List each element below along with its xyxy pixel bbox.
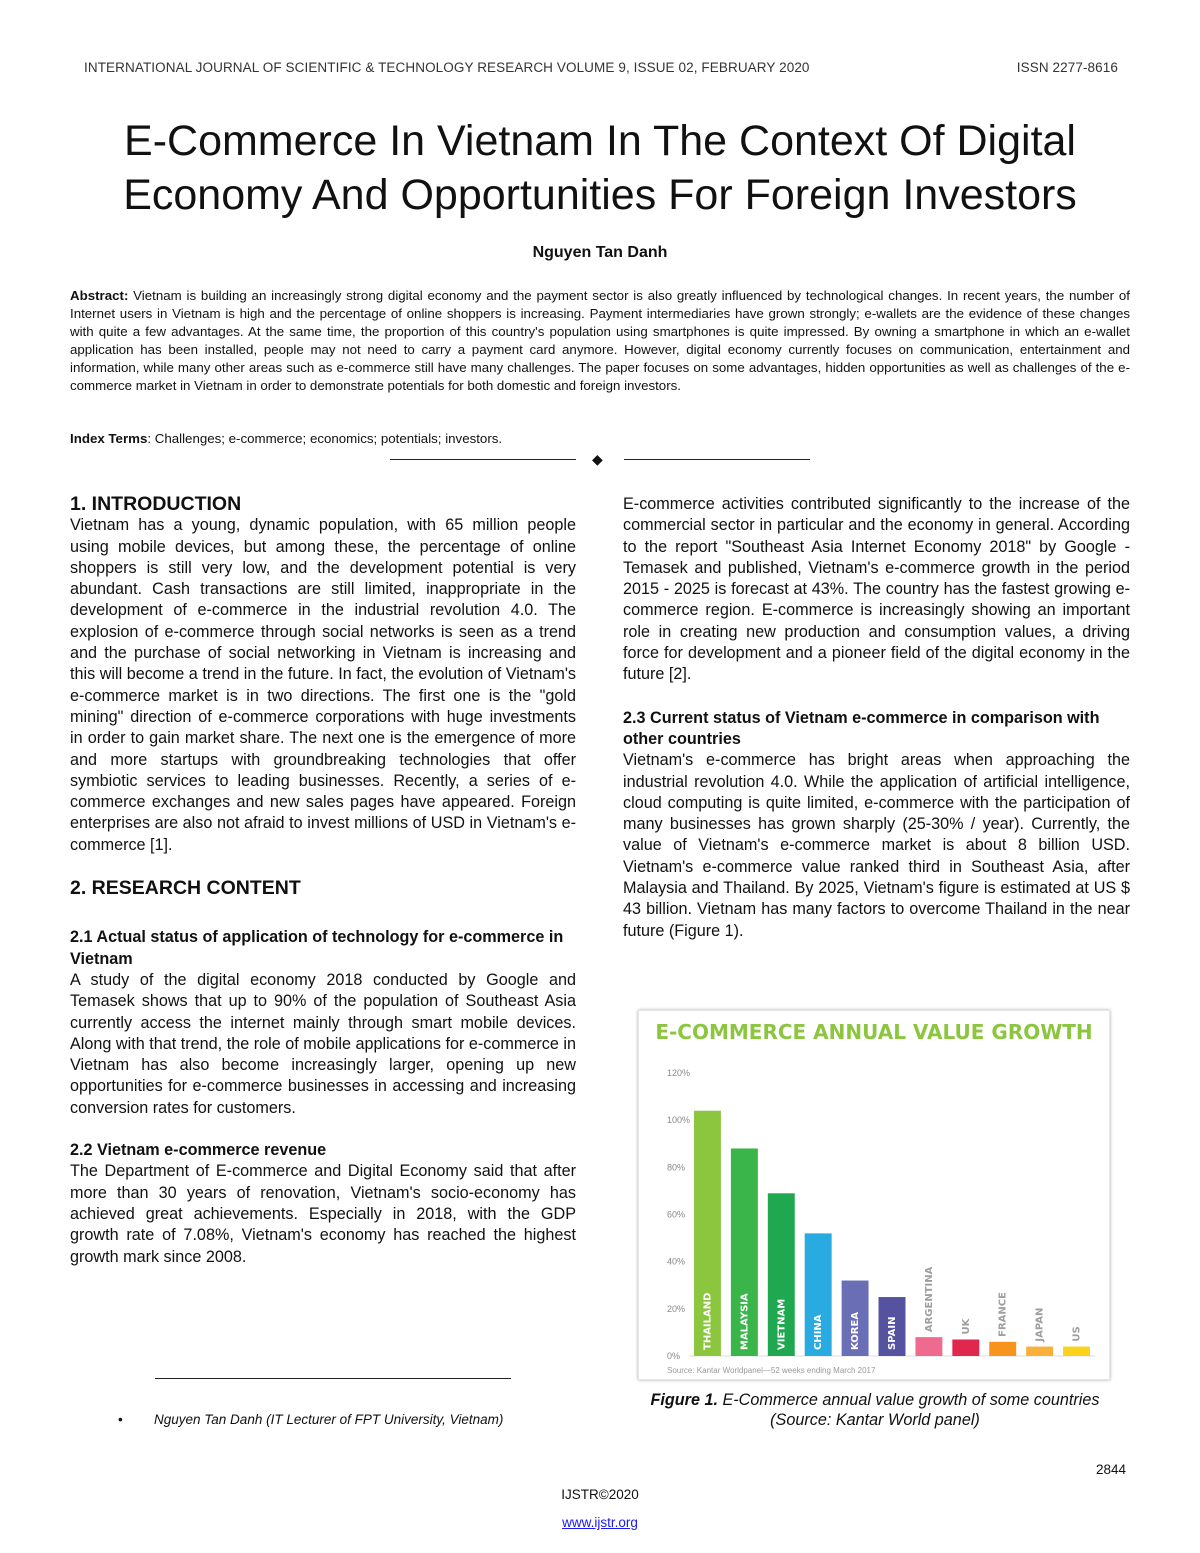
section-2-2-continuation: E-commerce activities contributed significantly to the increase of the commercial sector in particular and the economy in general. According to the report "Southeast Asia Internet Economy 2018" by Google - Temasek and published, Vietnam's e-commerce growth in the period 2015 - 2025 is forecast at 43%. The country has the fastest growing e-commerce region. E-commerce is increasingly showing an important role in creating new production and consumption values, a driving force for development and a pioneer field of the digital economy in the future [2]. xyxy=(623,495,1130,684)
category-label: CHINA xyxy=(813,1314,825,1350)
category-label: MALAYSIA xyxy=(739,1293,751,1350)
category-label: FRANCE xyxy=(997,1292,1009,1337)
index-terms-label: Index Terms xyxy=(70,431,148,446)
section-2-2-paragraph: The Department of E-commerce and Digital Economy said that after more than 30 years of renovation, Vietnam's socio-economy has achieved great achievements. Especially in 2018, with the GDP growth rate of 7.08%, Vietnam's economy has reached the highest growth mark since 2008. xyxy=(70,1162,576,1266)
footnote-text: Nguyen Tan Danh (IT Lecturer of FPT University, Vietnam) xyxy=(154,1412,504,1427)
y-tick-label: 120% xyxy=(667,1068,691,1078)
bar xyxy=(989,1342,1016,1356)
title-line-1: E-Commerce In Vietnam In The Context Of Digital xyxy=(124,117,1076,165)
running-header xyxy=(84,60,1118,75)
separator-line-right xyxy=(624,459,810,460)
y-tick-label: 60% xyxy=(667,1209,686,1220)
section-separator xyxy=(390,451,810,467)
bar xyxy=(952,1339,979,1356)
y-tick-label: 0% xyxy=(667,1351,681,1361)
separator-line-left xyxy=(390,459,576,460)
y-tick-label: 80% xyxy=(667,1162,686,1173)
abstract-label: Abstract: xyxy=(70,288,129,303)
bar-chart xyxy=(639,1011,1109,1379)
bullet-icon: • xyxy=(118,1412,123,1427)
bar xyxy=(915,1337,942,1356)
figure-1 xyxy=(638,1010,1110,1380)
left-column xyxy=(70,494,576,1268)
category-label: THAILAND xyxy=(702,1292,714,1350)
right-column xyxy=(623,494,1130,942)
title-line-2: Economy And Opportunities For Foreign Investors xyxy=(123,171,1077,219)
figure-caption-label: Figure 1. xyxy=(650,1391,718,1409)
figure-caption-text: E-Commerce annual value growth of some countries (Source: Kantar World panel) xyxy=(717,1391,1100,1429)
index-terms-text: : Challenges; e-commerce; economics; potentials; investors. xyxy=(147,431,503,446)
category-label: US xyxy=(1071,1326,1083,1342)
bar xyxy=(1026,1347,1053,1356)
diamond-icon: ◆ xyxy=(592,453,603,468)
section-2-3-paragraph: Vietnam's e-commerce has bright areas when approaching the industrial revolution 4.0. While the application of artificial intelligence, cloud computing is quite limited, e-commerce with the participation of many businesses has grown sharply (25-30% / year). Currently, the value of Vietnam's e-commerce market is about 8 billion USD. Vietnam's e-commerce value ranked third in Southeast Asia, after Malaysia and Thailand. By 2025, Vietnam's figure is estimated at US $ 43 billion. Vietnam has many factors to overcome Thailand in the near future (Figure 1). xyxy=(623,751,1130,940)
footnote-rule xyxy=(155,1378,511,1379)
footer-url-container xyxy=(0,1515,1200,1530)
y-tick-label: 20% xyxy=(667,1303,686,1314)
paper-title xyxy=(60,114,1140,222)
abstract xyxy=(70,287,1130,396)
bar xyxy=(1063,1347,1090,1356)
page-number: 2844 xyxy=(1096,1462,1127,1477)
chart-source: Source: Kantar Worldpanel—52 weeks ending March 2017 xyxy=(667,1366,876,1375)
journal-name: INTERNATIONAL JOURNAL OF SCIENTIFIC & TECHNOLOGY RESEARCH VOLUME 9, ISSUE 02, FEBRUARY 2020 xyxy=(84,60,810,75)
intro-paragraph: Vietnam has a young, dynamic population, with 65 million people using mobile devices, but among these, the percentage of online shoppers is still very low, and the development potential is very abundant. Cash transactions are still limited, inappropriate in the development of e-commerce in the industrial revolution 4.0. The explosion of e-commerce through social networks is seen as a trend and the purchase of social networking in Vietnam is increasing and this will become a trend in the future. In fact, the evolution of Vietnam's e-commerce market is in two directions. The first one is the "gold mining" direction of e-commerce corporations with huge investments in order to gain market share. The next one is the emergence of more and more startups with groundbreaking technologies that offer symbiotic services to leading businesses. Recently, a series of e-commerce exchanges and new sales pages have appeared. Foreign enterprises are also not afraid to invest millions of USD in Vietnam's e-commerce [1]. xyxy=(70,516,576,854)
abstract-text: Vietnam is building an increasingly strong digital economy and the payment sector is also greatly influenced by technological changes. In recent years, the number of Internet users in Vietnam is high and the percentage of online shoppers is increasing. Payment intermediaries have grown strongly; e-wallets are the evidence of these changes with quite a few advantages. At the same time, the proportion of this country's population using smartphones is quite impressed. By owning a smartphone in which an e-wallet application has been installed, people may not need to carry a payment card anymore. However, digital economy currently focuses on communication, entertainment and information, while many other areas such as e-commerce still have many challenges. The paper focuses on some advantages, hidden opportunities as well as challenges of the e-commerce market in Vietnam in order to demonstrate potentials for both domestic and foreign investors. xyxy=(70,288,1130,394)
journal-link[interactable]: www.ijstr.org xyxy=(562,1515,638,1530)
section-2-3-heading: 2.3 Current status of Vietnam e-commerce in comparison with other countries xyxy=(623,708,1100,748)
category-label: UK xyxy=(960,1318,972,1335)
y-tick-label: 40% xyxy=(667,1256,686,1267)
y-tick-label: 100% xyxy=(667,1115,691,1126)
category-label: SPAIN xyxy=(887,1316,898,1350)
research-heading: 2. RESEARCH CONTENT xyxy=(70,877,301,900)
figure-caption xyxy=(622,1390,1128,1430)
intro-heading: 1. INTRODUCTION xyxy=(70,493,242,515)
chart-title: E-COMMERCE ANNUAL VALUE GROWTH xyxy=(655,1020,1093,1044)
index-terms xyxy=(70,431,1130,446)
footer-copyright: IJSTR©2020 xyxy=(561,1487,639,1502)
category-label: KOREA xyxy=(850,1311,862,1350)
author-name: Nguyen Tan Danh xyxy=(532,244,668,261)
section-2-1-paragraph: A study of the digital economy 2018 conducted by Google and Temasek shows that up to 90% of the population of Southeast Asia currently access the internet mainly through smart mobile devices. Along with that trend, the role of mobile applications for e-commerce in Vietnam has also become increasingly larger, opening up new opportunities for e-commerce businesses in accessing and increasing conversion rates for customers. xyxy=(70,970,576,1117)
issn: ISSN 2277-8616 xyxy=(1016,60,1118,75)
category-label: VIETNAM xyxy=(776,1298,788,1350)
section-2-2-heading: 2.2 Vietnam e-commerce revenue xyxy=(70,1141,327,1160)
section-2-1-heading: 2.1 Actual status of application of technology for e-commerce in Vietnam xyxy=(70,928,564,968)
category-label: JAPAN xyxy=(1034,1307,1046,1342)
category-label: ARGENTINA xyxy=(923,1266,935,1333)
